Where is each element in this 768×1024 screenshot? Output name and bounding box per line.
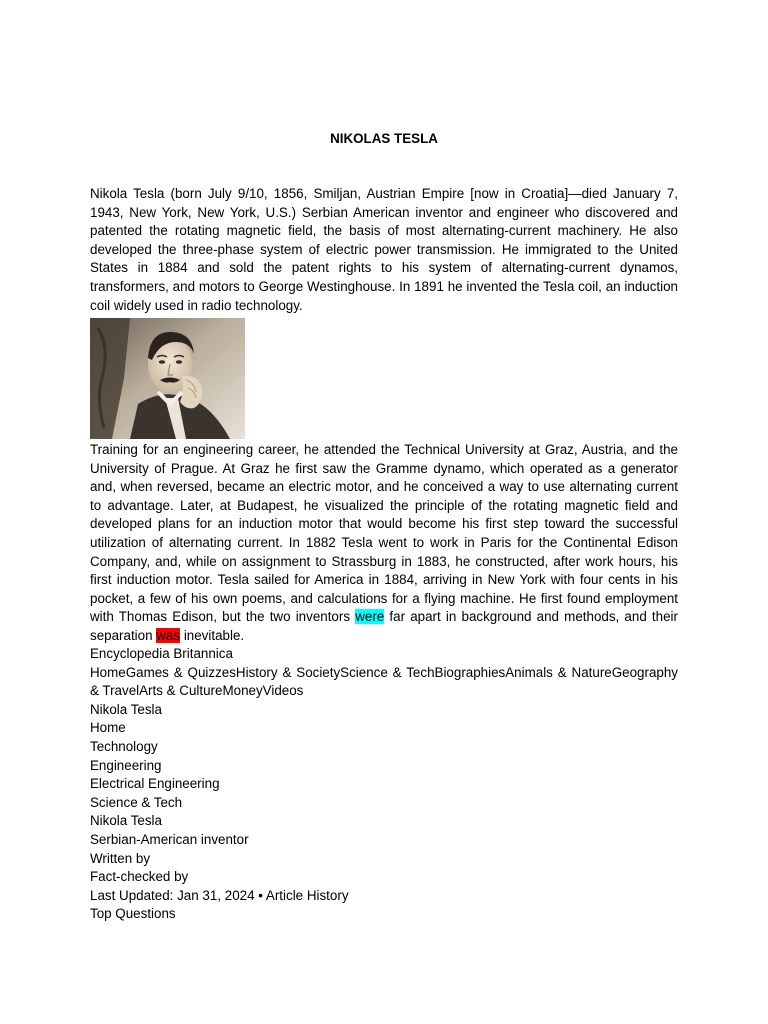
- text-line: Home: [90, 720, 126, 736]
- text-line: Electrical Engineering: [90, 776, 220, 792]
- text-line: Science & Tech: [90, 794, 183, 810]
- text-line: Last Updated: Jan 31, 2024 • Article History: [90, 887, 349, 903]
- text-line: Top Questions: [90, 906, 176, 922]
- training-text-part3: inevitable.: [180, 627, 245, 643]
- source-line: Encyclopedia Britannica: [90, 646, 233, 661]
- highlighted-word-were: were: [355, 609, 385, 625]
- text-line: Technology: [90, 738, 158, 754]
- text-line: Written by: [90, 850, 151, 866]
- document-title: NIKOLAS TESLA: [330, 131, 438, 146]
- training-paragraph: [90, 441, 678, 646]
- text-line: Nikola Tesla: [90, 701, 162, 717]
- highlighted-word-was: was: [156, 627, 181, 643]
- text-line: Fact-checked by: [90, 869, 189, 885]
- text-line: Serbian-American inventor: [90, 831, 249, 847]
- training-text-part2: far apart in background and methods, and their separation: [90, 609, 678, 643]
- article-meta-lines: [90, 645, 678, 924]
- intro-paragraph: Nikola Tesla (born July 9/10, 1856, Smiljan, Austrian Empire [now in Croatia]—died January 7, 1943, New York, New York, U.S.) Serbian American inventor and engineer who discovered and patented the rotating magnetic field, the basis of most alternating-current machinery. He also developed the three-phase system of electric power transmission. He immigrated to the United States in 1884 and sold the patent rights to his system of alternating-current dynamos, transformers, and motors to George Westinghouse. In 1891 he invented the Tesla coil, an induction coil widely used in radio technology.: [90, 186, 678, 313]
- portrait-image: [90, 318, 245, 439]
- text-line: Nikola Tesla: [90, 813, 162, 829]
- nav-categories-line: HomeGames & QuizzesHistory & SocietyScience & TechBiographiesAnimals & NatureGeography & TravelArts & CultureMoneyVideos: [90, 664, 678, 699]
- training-text-part1: Training for an engineering career, he attended the Technical University at Graz, Austria, and the University of Prague. At Graz he first saw the Gramme dynamo, which operated as a generator and, when reversed, became an electric motor, and he conceived a way to use alternating current to advantage. Later, at Budapest, he visualized the principle of the rotating magnetic field and developed plans for an induction motor that would become his first step toward the successful utilization of alternating current. In 1882 Tesla went to work in Paris for the Continental Edison Company, and, while on assignment to Strassburg in 1883, he constructed, after work hours, his first induction motor. Tesla sailed for America in 1884, arriving in New York with four cents in his pocket, a few of his own poems, and calculations for a flying machine. He first found employment with Thomas Edison, but the two inventors: [90, 442, 678, 625]
- text-line: Engineering: [90, 757, 162, 773]
